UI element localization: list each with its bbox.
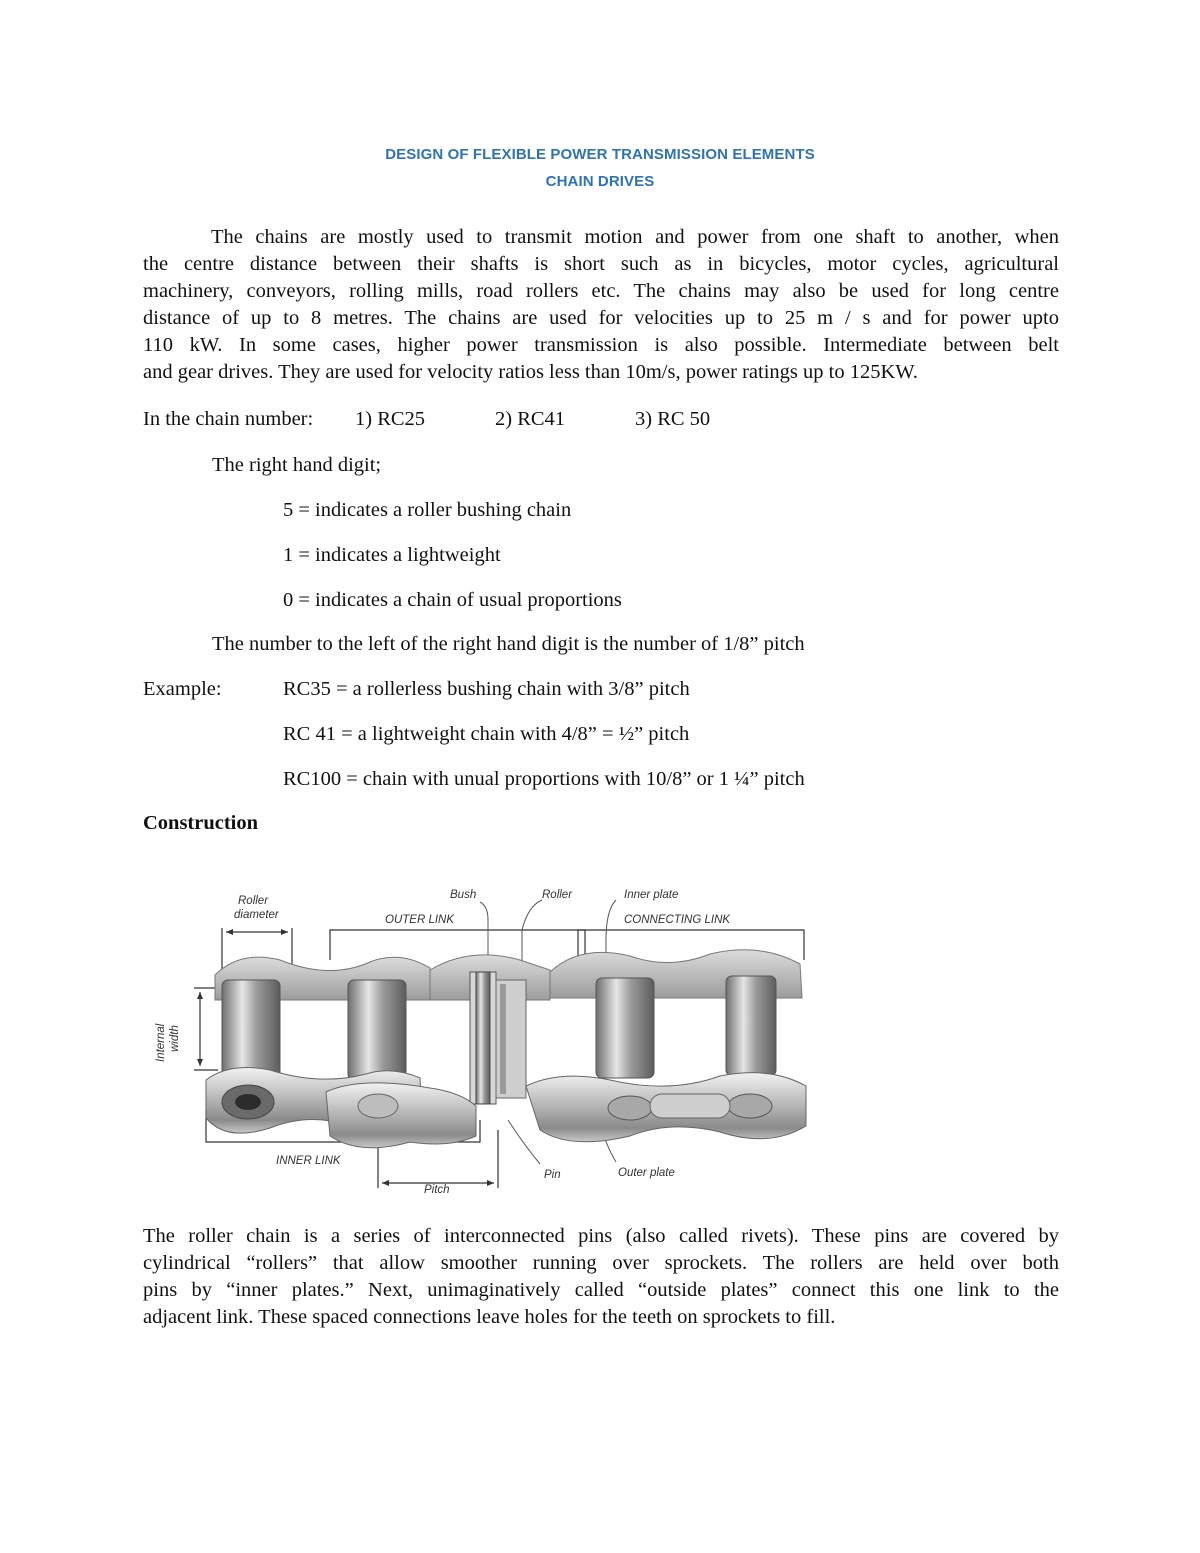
intro-line: the centre distance between their shafts is short such as in bicycles, motor cycles, agricultural [143,253,1059,275]
chain-number-item: 2) RC41 [495,408,566,430]
label-outer-plate: Outer plate [618,1167,675,1179]
chain-number-item: 1) RC25 [355,408,426,430]
digit-meaning: 5 = indicates a roller bushing chain [283,499,572,521]
label-roller: Roller [542,889,573,901]
closing-line: cylindrical “rollers” that allow smoother running over sprockets. The rollers are held over both [143,1252,1059,1274]
digit-meaning: 1 = indicates a lightweight [283,544,501,566]
intro-line: 110 kW. In some cases, higher power transmission is also possible. Intermediate between belt [143,334,1059,356]
intro-line: machinery, conveyors, rolling mills, road rollers etc. The chains may also be used for long centre [143,280,1059,302]
label-outer-link: OUTER LINK [385,914,455,926]
intro-line: The chains are mostly used to transmit motion and power from one shaft to another, when [211,226,1059,248]
intro-paragraph [143,224,1059,386]
example-item: RC35 = a rollerless bushing chain with 3/8” pitch [283,678,690,700]
label-bush: Bush [450,889,477,901]
document-title: DESIGN OF FLEXIBLE POWER TRANSMISSION ELEMENTS [385,146,815,163]
chain-number-item: 3) RC 50 [635,408,711,430]
construction-heading: Construction [143,812,259,834]
label-connecting-link: CONNECTING LINK [624,914,731,926]
label-pitch: Pitch [424,1184,450,1196]
digit-meaning: 0 = indicates a chain of usual proportions [283,589,622,611]
intro-line: and gear drives. They are used for velocity ratios less than 10m/s, power ratings up to 125KW. [143,361,918,383]
closing-paragraph [143,1223,1059,1331]
label-inner-link: INNER LINK [276,1155,341,1167]
label-roller-diameter: diameter [234,909,279,921]
label-inner-plate: Inner plate [624,889,679,901]
intro-line: distance of up to 8 metres. The chains are used for velocities up to 25 m / s and for power upto [143,307,1059,329]
label-pin: Pin [544,1169,561,1181]
label-internal-width: Internal [155,1023,167,1062]
left-digit-note: The number to the left of the right hand digit is the number of 1/8” pitch [212,633,805,655]
example-item: RC100 = chain with unual proportions with 10/8” or 1 ¼” pitch [283,768,805,790]
closing-line: adjacent link. These spaced connections leave holes for the teeth on sprockets to fill. [143,1306,836,1328]
example-item: RC 41 = a lightweight chain with 4/8” = ½” pitch [283,723,690,745]
closing-line: The roller chain is a series of interconnected pins (also called rivets). These pins are covered by [143,1225,1059,1247]
closing-line: pins by “inner plates.” Next, unimaginatively called “outside plates” connect this one link to the [143,1279,1059,1301]
label-internal-width: width [169,1025,181,1052]
document-subtitle: CHAIN DRIVES [545,173,655,190]
chain-number-label: In the chain number: [143,408,314,430]
right-hand-digit-label: The right hand digit; [212,454,382,476]
example-label: Example: [143,678,222,700]
roller-chain-diagram [130,880,830,1210]
label-roller-diameter: Roller [238,895,269,907]
